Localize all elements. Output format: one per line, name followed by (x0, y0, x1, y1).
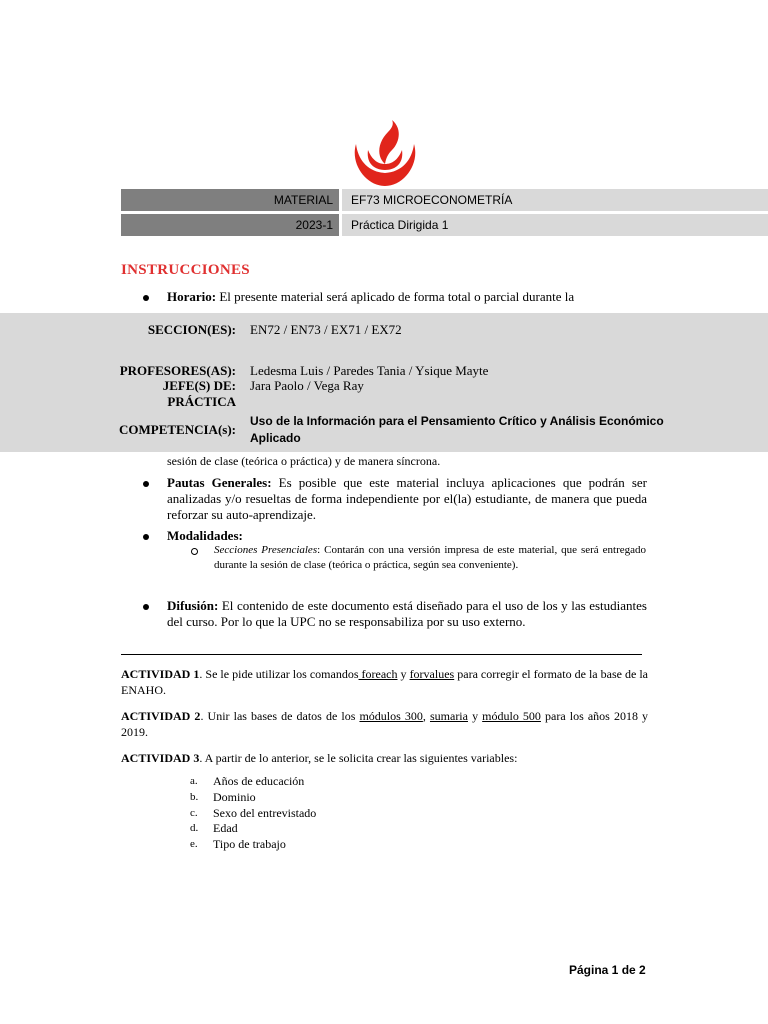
list-marker: a. (190, 775, 198, 787)
list-marker: d. (190, 822, 199, 834)
horario-paragraph (167, 289, 647, 305)
upc-logo-icon (348, 120, 422, 188)
header-row-material (121, 189, 768, 211)
activity-3-label: ACTIVIDAD 3 (121, 751, 200, 765)
difusion-paragraph (167, 598, 647, 630)
bullet-icon (143, 534, 149, 540)
activity-1-text: . Se le pide utilizar los comandos (199, 667, 359, 681)
pautas-text: Es posible que este material incluya aplicaciones que podrán ser analizadas y/o resueltas de forma independiente por el(la) estudiante, de manera que pueda reforzar su auto-aprendizaje. (167, 475, 647, 522)
list-item: Edad (213, 821, 238, 835)
bullet-icon (143, 295, 149, 301)
list-marker: c. (190, 807, 198, 819)
jefes-label-line2: PRÁCTICA (167, 394, 236, 409)
list-item: Tipo de trabajo (213, 837, 286, 851)
list-marker: e. (190, 838, 198, 850)
horario-continuation: sesión de clase (teórica o práctica) y de manera síncrona. (167, 454, 441, 468)
activity-1 (121, 666, 648, 698)
activity-2-text: . Unir las bases de datos de los (200, 709, 360, 723)
activity-1-connector: y (397, 667, 410, 681)
module-300: módulos 300 (359, 709, 423, 723)
activity-1-label: ACTIVIDAD 1 (121, 667, 200, 681)
bullet-icon (143, 604, 149, 610)
modalidades-sub-label: Secciones Presenciales (214, 544, 318, 556)
course-info-overlay (0, 313, 768, 452)
horario-label: Horario: (167, 289, 217, 304)
pautas-label: Pautas Generales: (167, 475, 272, 490)
activity-3-text: . A partir de lo anterior, se le solicita crear las siguientes variables: (199, 751, 518, 765)
instructions-title: INSTRUCCIONES (121, 262, 250, 278)
seccion-label: SECCION(ES): (147, 322, 236, 337)
separator-line (121, 654, 642, 655)
difusion-label: Difusión: (167, 598, 219, 613)
page-number: Página 1 de 2 (569, 963, 646, 977)
sub-bullet-icon (191, 548, 198, 555)
modalidades-label: Modalidades: (167, 528, 243, 543)
profesores-value: Ledesma Luis / Paredes Tania / Ysique Mayte (250, 363, 489, 378)
modalidades-sub-text: : Contarán con una versión impresa de este material, que será entregado durante la sesión de clase (teórica o práctica, según sea conveniente). (214, 544, 646, 571)
jefes-value: Jara Paolo / Vega Ray (250, 378, 364, 393)
activity-2 (121, 708, 648, 740)
competencia-value: Uso de la Información para el Pensamiento Crítico y Análisis Económico Aplicado (250, 414, 664, 445)
pautas-paragraph (167, 475, 647, 523)
course-name: EF73 MICROECONOMETRÍA (342, 189, 768, 211)
list-item: Sexo del entrevistado (213, 806, 317, 820)
practice-title: Práctica Dirigida 1 (342, 214, 768, 236)
jefes-label-line1: JEFE(S) DE: (162, 378, 236, 393)
module-sumaria: sumaria (429, 709, 468, 723)
module-500: módulo 500 (482, 709, 541, 723)
list-item: Dominio (213, 790, 256, 804)
activity-3 (121, 750, 648, 766)
forvalues-command: forvalues (409, 667, 455, 681)
material-label: MATERIAL (121, 189, 339, 211)
difusion-text: El contenido de este documento está diseñado para el uso de los y las estudiantes del curso. Por lo que la UPC no se responsabiliza por su uso externo. (167, 598, 647, 629)
activity-2-sep: , (422, 709, 430, 723)
activity-2-label: ACTIVIDAD 2 (121, 709, 201, 723)
horario-text: El presente material será aplicado de forma total o parcial durante la (216, 289, 575, 304)
list-marker: b. (190, 791, 199, 803)
activity-2-sep: y (467, 709, 483, 723)
modalidades-sub-paragraph (214, 543, 646, 573)
bullet-icon (143, 481, 149, 487)
seccion-value: EN72 / EN73 / EX71 / EX72 (250, 322, 402, 337)
activity-1-tail: para corregir el formato de la base de la ENAHO. (121, 667, 649, 697)
activity-2-tail: para los años 2018 y 2019. (121, 709, 649, 739)
period-label: 2023-1 (121, 214, 339, 236)
foreach-command: foreach (358, 667, 398, 681)
competencia-label: COMPETENCIA(s): (119, 422, 236, 437)
modalidades-paragraph (167, 528, 647, 544)
profesores-label: PROFESORES(AS): (119, 363, 236, 378)
list-item: Años de educación (213, 774, 305, 788)
header-row-period (121, 214, 768, 236)
